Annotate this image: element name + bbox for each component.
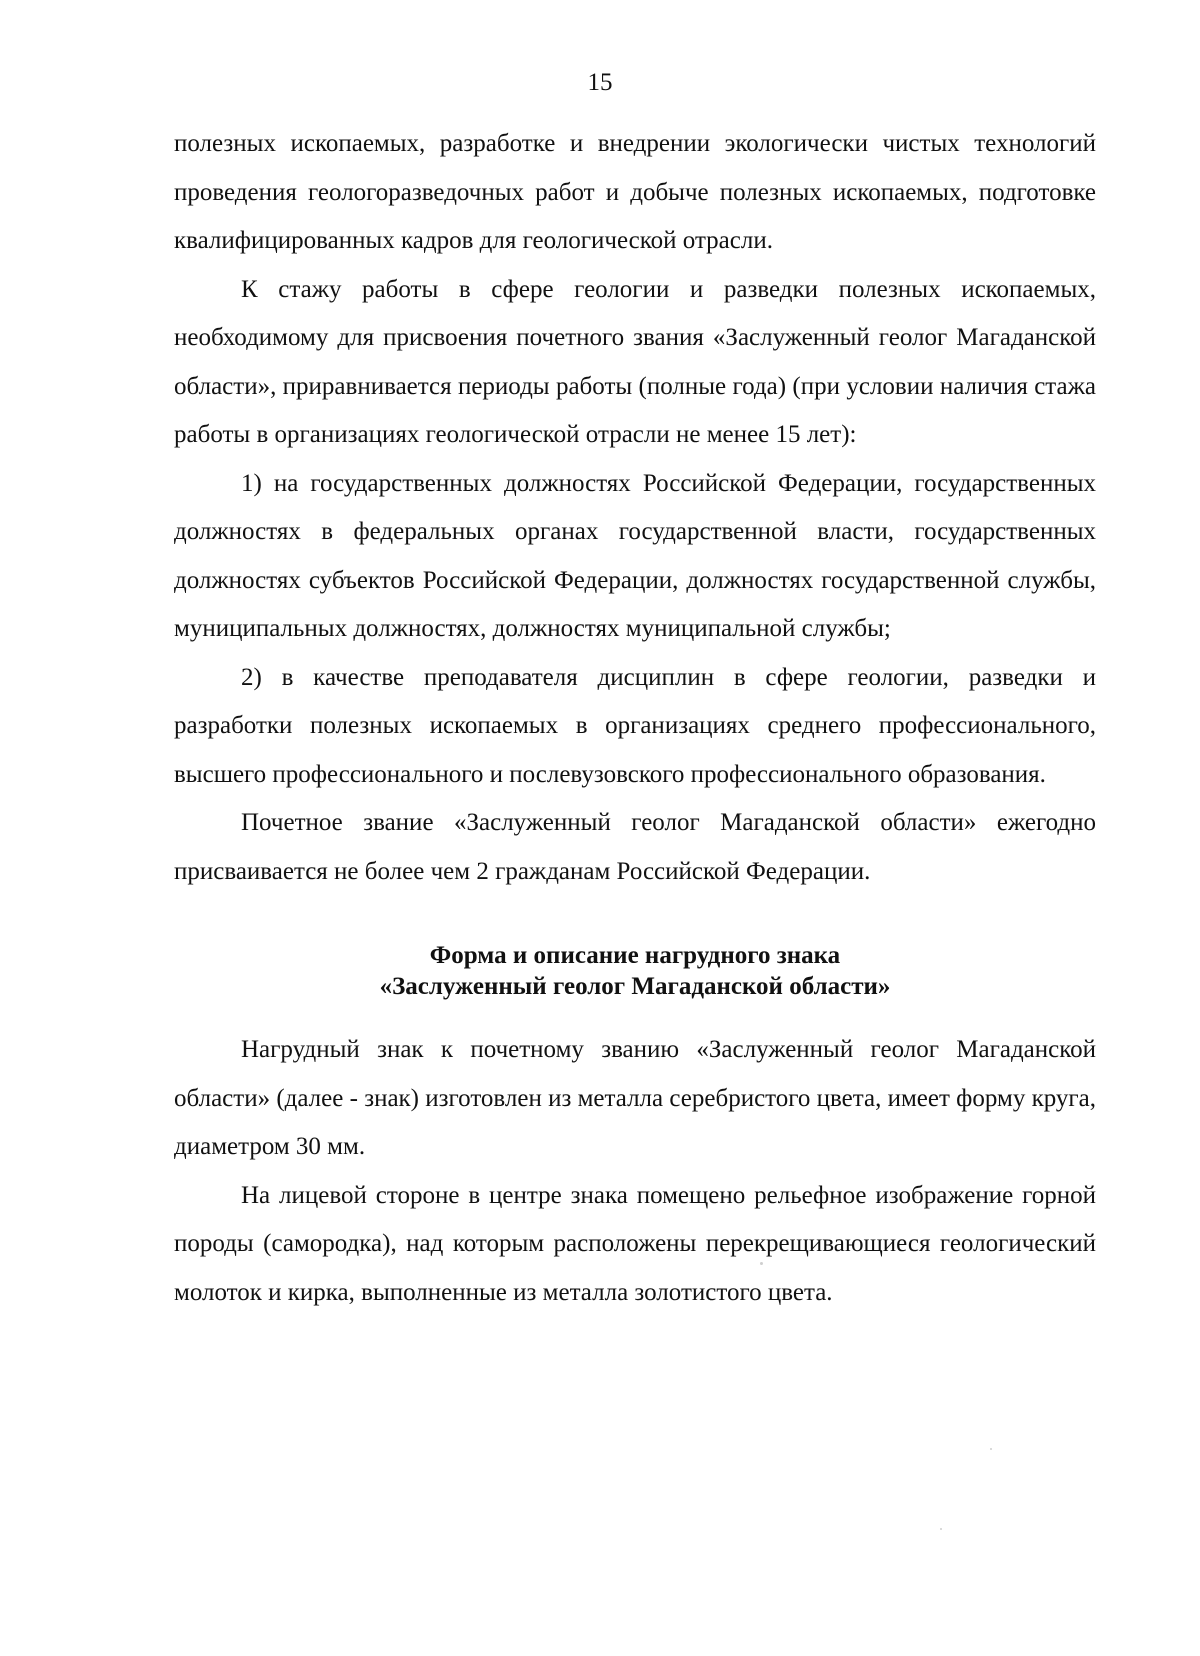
scan-speck	[760, 1262, 763, 1265]
section-heading	[174, 940, 1096, 1002]
section-heading-line-1: Форма и описание нагрудного знака	[429, 942, 841, 969]
page-number: 15	[587, 69, 613, 96]
paragraph-work-experience: К стажу работы в сфере геологии и разведки полезных ископаемых, необходимому для присвоения почетного звания «Заслуженный геолог Магаданской области», приравнивается периоды работы (полные года) (при условии наличия стажа работы в организациях геологической отрасли не менее 15 лет):	[174, 275, 1096, 448]
paragraph-item-1: 1) на государственных должностях Российской Федерации, государственных должностях в федеральных органах государственной власти, государственных должностях субъектов Российской Федерации, должностях государственной службы, муниципальных должностях, должностях муниципальной службы;	[174, 469, 1096, 642]
paragraph-badge-material: Нагрудный знак к почетному званию «Заслуженный геолог Магаданской области» (далее - знак) изготовлен из металла серебристого цвета, имеет форму круга, диаметром 30 мм.	[174, 1036, 1096, 1160]
scan-speck	[940, 1528, 942, 1530]
paragraph-badge-front: На лицевой стороне в центре знака помещено рельефное изображение горной породы (самородка), над которым расположены перекрещивающиеся геологический молоток и кирка, выполненные из металла золотистого цвета.	[174, 1181, 1096, 1306]
paragraph-continuation: полезных ископаемых, разработке и внедрении экологически чистых технологий проведения геологоразведочных работ и добыче полезных ископаемых, подготовке квалифицированных кадров для геологической отрасли.	[174, 130, 1096, 254]
paragraph-annual-limit: Почетное звание «Заслуженный геолог Магаданской области» ежегодно присваивается не более чем 2 гражданам Российской Федерации.	[174, 809, 1096, 885]
section-heading-line-2: «Заслуженный геолог Магаданской области»	[379, 973, 891, 1000]
paragraph-item-2: 2) в качестве преподавателя дисциплин в сфере геологии, разведки и разработки полезных ископаемых в организациях среднего профессионального, высшего профессионального и послевузовского профессионального образования.	[174, 663, 1096, 788]
scan-speck	[990, 1448, 992, 1450]
document-body	[174, 120, 1096, 1317]
